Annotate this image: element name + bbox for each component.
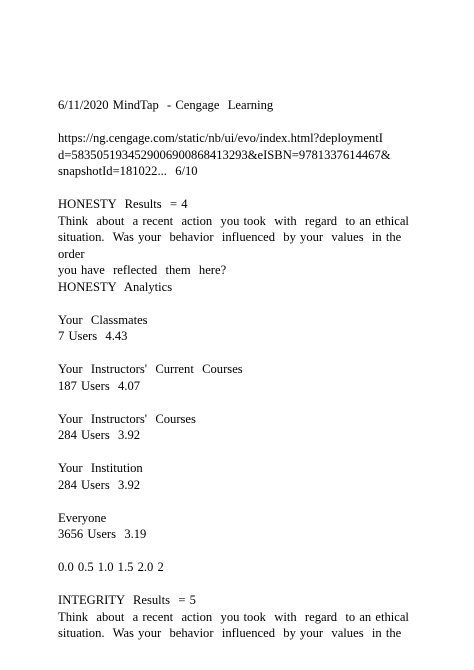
scale-line: 0.0 0.5 1.0 1.5 2.0 2: [58, 560, 164, 574]
honesty-question-line-2: situation. Was your behavior influenced by your values in the: [58, 230, 402, 244]
honesty-question-line-4: you have reflected them here?: [58, 263, 227, 277]
group-value-institution: 284 Users 3.92: [58, 477, 141, 492]
honesty-results: HONESTY Results = 4: [58, 197, 188, 211]
group-label-instructors-current: Your Instructors' Current Courses: [58, 362, 243, 376]
group-value-everyone: 3656 Users 3.19: [58, 527, 147, 541]
integrity-results: INTEGRITY Results = 5: [58, 593, 196, 607]
group-value-instructors-current: 187 Users 4.07: [58, 378, 141, 393]
honesty-question-line-1: Think about a recent action you took with regard to an ethical: [58, 213, 409, 228]
date-title: 6/11/2020 MindTap - Cengage Learning: [58, 98, 274, 112]
honesty-question-line-3: order: [58, 246, 85, 261]
group-label-institution: Your Institution: [58, 461, 143, 475]
url-line-3: snapshotId=181022... 6/10: [58, 164, 198, 178]
url-line-2: d=5835051934529006900868413293&eISBN=9781337614467&: [58, 147, 391, 162]
integrity-question-line-2: situation. Was your behavior influenced by your values in the: [58, 626, 402, 640]
integrity-question-line-1: Think about a recent action you took with regard to an ethical: [58, 609, 409, 624]
group-value-classmates: 7 Users 4.43: [58, 329, 128, 343]
group-label-everyone: Everyone: [58, 510, 107, 525]
document-body: [58, 97, 418, 642]
group-value-instructors-courses: 284 Users 3.92: [58, 428, 141, 442]
url-line-1: https://ng.cengage.com/static/nb/ui/evo/index.html?deploymentI: [58, 131, 383, 145]
honesty-analytics: HONESTY Analytics: [58, 279, 173, 294]
group-label-classmates: Your Classmates: [58, 312, 148, 327]
group-label-instructors-courses: Your Instructors' Courses: [58, 411, 196, 426]
